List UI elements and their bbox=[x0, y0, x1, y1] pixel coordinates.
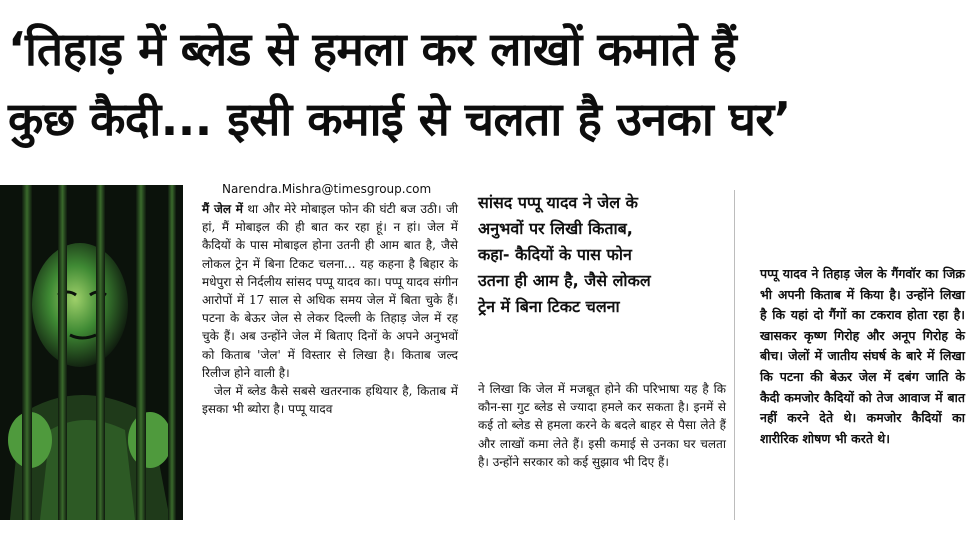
headline-line-1: ‘तिहाड़ में ब्लेड से हमला कर लाखों कमाते हैं bbox=[8, 22, 737, 76]
pull-quote: सांसद पप्पू यादव ने जेल के अनुभवों पर लिखी किताब, कहा- कैदियों के पास फोन उतना ही आम है, जैसे लोकल ट्रेन में बिना टिकट चलना bbox=[478, 193, 651, 316]
headline-line-2: कुछ कैदी... इसी कमाई से चलता है उनका घर’ bbox=[8, 92, 791, 146]
article-paragraph-1 bbox=[202, 200, 458, 382]
article-column-1 bbox=[202, 200, 458, 418]
paragraph-1-text: था और मेरे मोबाइल फोन की घंटी बज उठी। जी हां, मैं मोबाइल की ही बात कर रहा हूं। न हां। जेल में कैदियों के पास मोबाइल होना उतनी ही आम बात है, जैसे लोकल ट्रेन में बिना टिकट चलना... यह कहना है बिहार के मधेपुरा से निर्दलीय सांसद पप्पू यादव का। पप्पू यादव संगीन आरोपों में 17 साल से अधिक समय जेल में बिता चुके हैं। पटना के बेऊर जेल से लेकर दिल्ली के तिहाड़ जेल में रह चुके हैं। अब उन्होंने जेल में बिताए दिनों के अपने अनुभवों को किताब 'जेल' में विस्तार से लिखा है। किताब जल्द रिलीज होने वाली है। bbox=[202, 202, 458, 380]
article-column-2: ने लिखा कि जेल में मजबूत होने की परिभाषा यह है कि कौन-सा गुट ब्लेड से ज्यादा हमले कर सकता है। इनमें से कई तो ब्लेड से हमला करने के बदले बाहर से पैसा लेते हैं और लाखों कमा लेते हैं। इसी कमाई से उनका घर चलता है। उन्होंने सरकार को कई सुझाव भी दिए हैं। bbox=[478, 382, 726, 469]
article-paragraph-2: जेल में ब्लेड कैसे सबसे खतरनाक हथियार है, किताब में इसका भी ब्योरा है। पप्पू यादव bbox=[202, 384, 458, 417]
prisoner-illustration bbox=[0, 185, 183, 520]
column-divider bbox=[734, 190, 735, 520]
article-column-3: पप्पू यादव ने तिहाड़ जेल के गैंगवॉर का जिक्र भी अपनी किताब में किया है। उन्होंने लिखा है कि यहां दो गैंगों का टकराव होता रहा है। खासकर कृष्ण गिरोह और अनूप गिरोह के बीच। जेलों में जातीय संघर्ष के बारे में लिखा कि पटना की बेऊर जेल में दबंग जाति के कैदी कमजोर कैदियों को तेज आवाज में बात नहीं करने देते थे। कमजोर कैदियों का शारीरिक शोषण भी करते थे। bbox=[760, 266, 965, 446]
lead-text: मैं जेल में bbox=[202, 202, 243, 216]
headline bbox=[8, 14, 963, 154]
byline: Narendra.Mishra@timesgroup.com bbox=[222, 182, 432, 196]
prisoner-behind-bars-icon bbox=[0, 185, 183, 520]
